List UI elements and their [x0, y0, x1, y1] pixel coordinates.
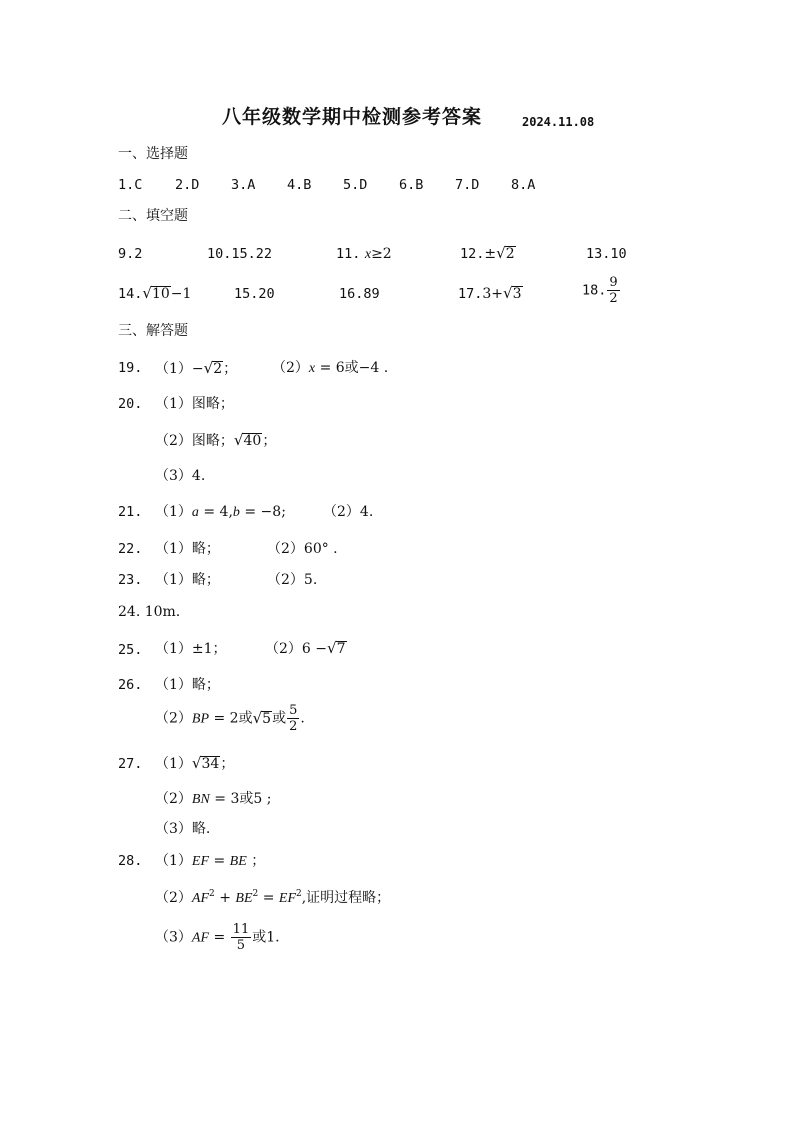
solution-25-part1: （1）±1； [155, 641, 227, 657]
math-variable: a [191, 505, 199, 520]
part-label: （1） [155, 504, 192, 520]
part-label: （1） [155, 361, 192, 377]
question-number: 22. [118, 541, 143, 557]
math-operator: = [258, 890, 279, 906]
radical-icon: √ [503, 284, 513, 302]
fraction-numerator: 11 [232, 922, 250, 937]
solution-26-part2 [155, 703, 305, 734]
conjunction: 或 [272, 710, 287, 727]
radical-icon: √ [252, 708, 263, 727]
choice-answer: 3.A [231, 177, 256, 193]
math-sign: − [191, 361, 204, 377]
solution-21-part2: （2）4. [323, 504, 374, 520]
fill-answer-17 [458, 284, 523, 303]
exponent: 2 [209, 889, 215, 899]
punctuation: ； [262, 433, 277, 449]
solution-25-part2 [265, 639, 347, 658]
math-variable: b [232, 505, 240, 520]
question-number: 18. [582, 282, 607, 299]
radicand: 34 [201, 756, 220, 772]
math-variable: x [308, 361, 316, 376]
choice-answer: 4.B [287, 177, 312, 193]
solution-24: 24. 10m. [118, 604, 181, 620]
math-term: 6 − [301, 641, 328, 657]
math-variable: AF [191, 891, 210, 906]
fraction-denominator: 5 [236, 938, 246, 953]
radical-icon: √ [142, 284, 152, 302]
text: ,证明过程略； [301, 890, 391, 906]
choice-answer: 7.D [455, 177, 480, 193]
fraction-numerator: 5 [289, 703, 298, 718]
math-relation: ≥2 [371, 246, 392, 262]
solution-27-part1 [155, 754, 234, 773]
question-number: 26. [118, 677, 143, 693]
radical-icon: √ [327, 639, 337, 657]
solution-22-part1: （1）略； [155, 541, 220, 557]
math-variable: BN [191, 792, 210, 807]
math-expression: = 4, [198, 504, 233, 520]
page-title: 八年级数学期中检测参考答案 [222, 106, 483, 128]
fraction [287, 703, 299, 734]
fill-answer-11 [336, 245, 392, 264]
fraction-numerator: 9 [609, 275, 618, 290]
math-expression: = 3或5 ; [209, 791, 272, 807]
section-heading-fill: 二、填空题 [118, 208, 188, 224]
math-variable: x [364, 247, 372, 262]
fill-answer-10: 10.15.22 [207, 246, 273, 262]
math-expression: = 2或 [209, 710, 253, 727]
fill-answer-15: 15.20 [234, 286, 275, 302]
part-label: （2） [155, 710, 192, 727]
math-variable: BE [235, 891, 253, 906]
part-label: （1） [155, 853, 192, 869]
fraction [231, 922, 252, 953]
question-number: 17. [458, 286, 483, 302]
punctuation: ； [223, 361, 238, 377]
solution-28-part1 [155, 852, 265, 871]
math-expression: = 6或−4 . [315, 360, 389, 376]
question-number: 25. [118, 642, 143, 658]
part-label: （2） [272, 360, 309, 376]
solution-21-part1 [155, 503, 286, 522]
solution-20-part1: （1）图略； [155, 396, 234, 412]
choice-answer: 2.D [175, 177, 200, 193]
solution-19-part1 [155, 359, 237, 378]
choice-answer: 1.C [118, 177, 143, 193]
punctuation: ； [220, 756, 235, 772]
math-variable: BE [229, 854, 247, 869]
math-sign: ± [484, 246, 497, 262]
math-operator: = [209, 853, 230, 869]
solution-28-part3 [155, 922, 280, 953]
math-operator: = [209, 929, 230, 946]
fill-answer-18 [582, 275, 621, 306]
solution-20-part2 [155, 431, 276, 450]
fill-answer-14 [118, 284, 191, 303]
math-term: −1 [170, 286, 192, 302]
question-number: 19. [118, 360, 143, 376]
solution-27-part3: （3）略. [155, 821, 211, 837]
fill-answer-12 [460, 244, 516, 263]
question-number: 11. [336, 246, 361, 262]
punctuation: . [300, 710, 305, 727]
question-number: 14. [118, 286, 143, 302]
radical-icon: √ [233, 431, 244, 449]
question-number: 28. [118, 853, 143, 869]
exponent: 2 [296, 889, 302, 899]
text: 或1. [252, 929, 280, 946]
choice-answer: 5.D [343, 177, 368, 193]
solution-19-part2 [272, 359, 388, 378]
punctuation: ； [246, 853, 266, 869]
fraction [607, 275, 619, 306]
math-variable: EF [278, 891, 296, 906]
fraction-denominator: 2 [289, 719, 298, 734]
section-heading-choice: 一、选择题 [118, 146, 188, 162]
part-label: （1） [155, 756, 192, 772]
radicand: 2 [213, 361, 223, 377]
question-number: 27. [118, 756, 143, 772]
solution-27-part2 [155, 790, 271, 809]
solution-23-part2: （2）5. [267, 572, 318, 588]
solution-22-part2: （2）60° . [267, 541, 338, 557]
math-variable: BP [191, 711, 210, 727]
question-number: 21. [118, 504, 143, 520]
part-label: （2）图略； [155, 433, 234, 449]
question-number: 20. [118, 396, 143, 412]
radical-icon: √ [191, 754, 202, 772]
question-number: 23. [118, 572, 143, 588]
part-label: （2） [155, 791, 192, 807]
solution-26-part1: （1）略； [155, 677, 220, 693]
exam-date: 2024.11.08 [522, 115, 595, 129]
radical-icon: √ [496, 244, 506, 262]
radical-icon: √ [203, 359, 214, 377]
question-number: 12. [460, 246, 485, 262]
choice-answer: 6.B [399, 177, 424, 193]
radicand: 7 [336, 641, 346, 657]
solution-23-part1: （1）略； [155, 572, 220, 588]
fill-answer-16: 16.89 [339, 286, 380, 302]
fraction-denominator: 2 [609, 291, 618, 306]
radicand: 5 [262, 710, 272, 727]
choice-answer: 8.A [511, 177, 536, 193]
radicand: 40 [243, 433, 262, 449]
math-operator: + [214, 890, 236, 906]
part-label: （2） [265, 641, 302, 657]
math-expression: = −8; [239, 504, 286, 520]
radicand: 10 [151, 286, 170, 302]
math-variable: AF [191, 930, 210, 946]
solution-20-part3: （3）4. [155, 468, 206, 484]
math-variable: EF [191, 854, 210, 869]
math-term: 3+ [482, 286, 504, 302]
exponent: 2 [252, 889, 259, 899]
part-label: （3） [155, 929, 192, 946]
fill-answer-13: 13.10 [586, 246, 627, 262]
solution-28-part2 [155, 889, 390, 908]
section-heading-solve: 三、解答题 [118, 323, 188, 339]
part-label: （2） [155, 890, 192, 906]
radicand: 2 [505, 246, 515, 262]
radicand: 3 [512, 286, 522, 302]
fill-answer-9: 9.2 [118, 246, 143, 262]
